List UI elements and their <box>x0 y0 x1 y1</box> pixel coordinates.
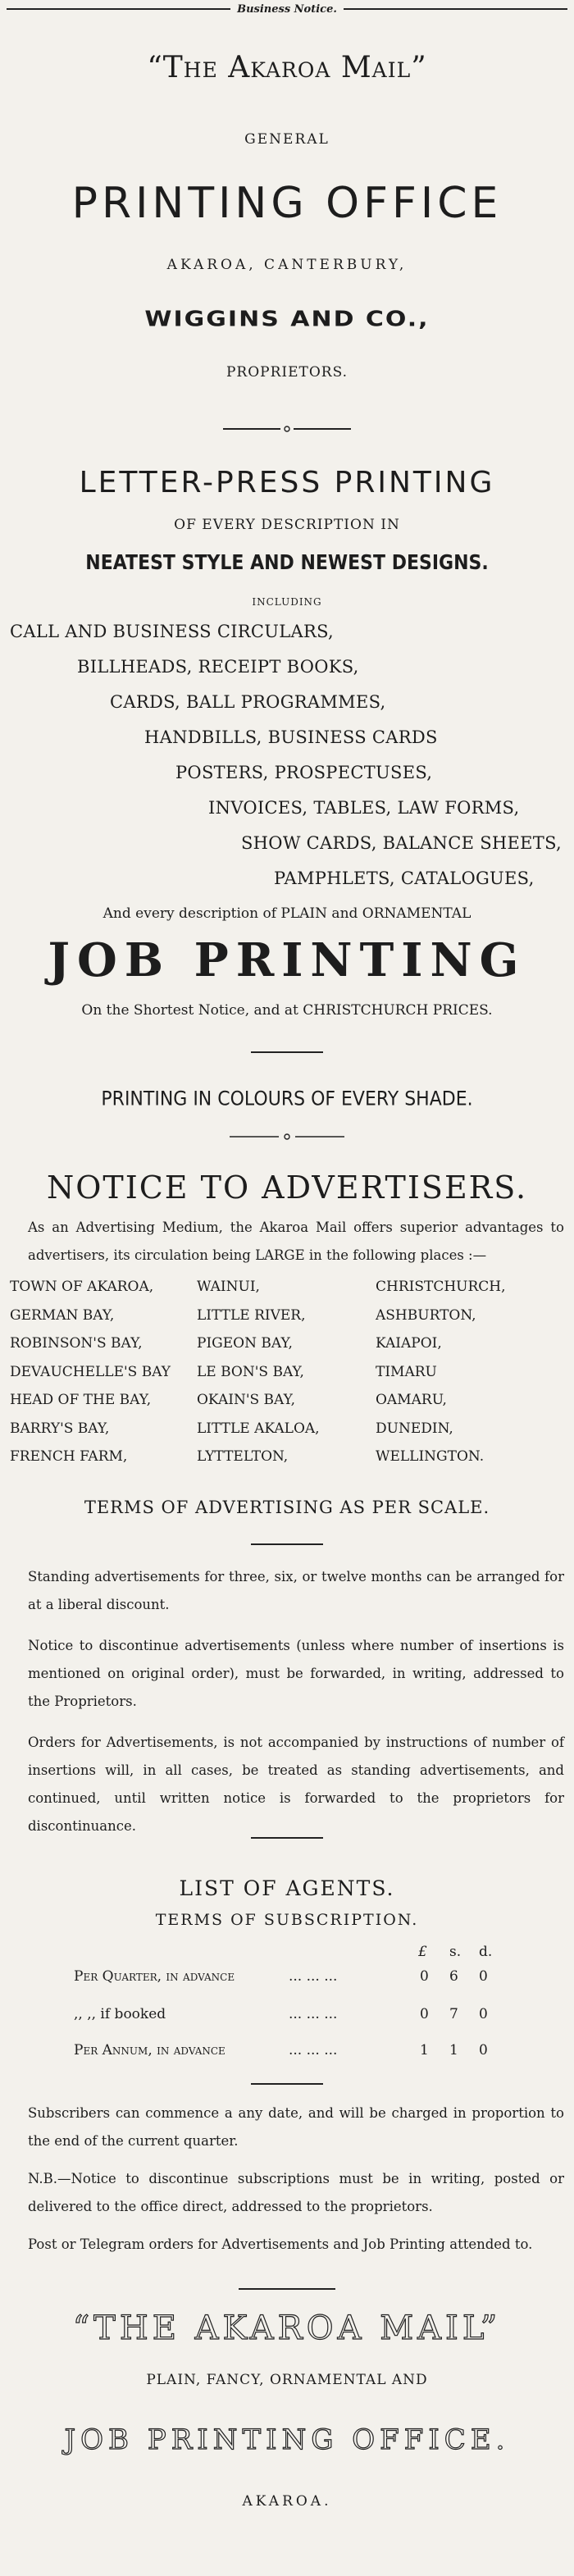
advertisers-para-3 <box>10 1729 564 1840</box>
post-telegram-para-text: Post or Telegram orders for Advertisements and Job Printing attended to. <box>28 2236 533 2252</box>
every-description: And every description of PLAIN and ORNAMENTAL <box>102 905 472 922</box>
place-name: BARRY'S BAY, <box>10 1420 110 1437</box>
page-header: Business Notice. <box>230 3 344 16</box>
advertisers-para-3-text: Orders for Advertisements, is not accompanied by instructions of number of insertions will, in all cases, be treated as standing advertisements, and continued, until written notice is forwarded to the proprietors for discontinuance. <box>28 1735 564 1834</box>
rate-pence: 0 <box>479 1968 488 1985</box>
short-rule-1 <box>251 1051 323 1053</box>
shillings-head: s. <box>449 1944 462 1960</box>
place-name: OKAIN'S BAY, <box>197 1392 296 1408</box>
shortest-notice: On the Shortest Notice, and at CHRISTCHURCH PRICES. <box>81 1002 493 1019</box>
list-item: POSTERS, PROSPECTUSES, <box>175 763 433 782</box>
place-name: OAMARU, <box>376 1392 447 1408</box>
agents-heading: LIST OF AGENTS. <box>179 1876 395 1900</box>
subscription-heading: TERMS OF SUBSCRIPTION. <box>155 1911 419 1929</box>
letterpress-including: INCLUDING <box>252 596 322 608</box>
masthead-office: PRINTING OFFICE <box>71 179 503 228</box>
masthead-firm: WIGGINS AND CO., <box>144 307 430 332</box>
place-name: FRENCH FARM, <box>10 1448 128 1465</box>
rate-dots: ... ... ... <box>289 2006 338 2022</box>
terms-of-advertising: TERMS OF ADVERTISING AS PER SCALE. <box>84 1498 490 1517</box>
list-item: SHOW CARDS, BALANCE SHEETS, <box>241 833 562 853</box>
advertisers-intro <box>10 1214 564 1270</box>
subscribers-para-text: Subscribers can commence a any date, and will be charged in proportion to the end of the current quarter. <box>28 2105 564 2149</box>
footer-job-office: JOB PRINTING OFFICE. <box>64 2423 510 2456</box>
short-rule-4 <box>251 2083 323 2085</box>
place-name: TIMARU <box>376 1363 437 1380</box>
rate-shillings: 6 <box>449 1968 458 1985</box>
place-name: CHRISTCHURCH, <box>376 1279 506 1295</box>
list-item: BILLHEADS, RECEIPT BOOKS, <box>77 657 359 677</box>
place-name: HEAD OF THE BAY, <box>10 1392 152 1408</box>
footer-place: AKAROA. <box>242 2493 332 2510</box>
footer-plain: PLAIN, FANCY, ORNAMENTAL AND <box>146 2372 428 2388</box>
rate-row-annum <box>74 2042 517 2060</box>
masthead-general: GENERAL <box>244 131 330 148</box>
advertisers-para-2-text: Notice to discontinue advertisements (unless where number of insertions is mentioned on original order), must be forwarded, in writing, addressed to the Proprietors. <box>28 1638 564 1709</box>
short-rule-2 <box>251 1543 323 1545</box>
ornament-divider-2 <box>221 1130 353 1143</box>
place-name: KAIAPOI, <box>376 1335 442 1352</box>
advertisers-para-1-text: Standing advertisements for three, six, or twelve months can be arranged for at a liberal discount. <box>28 1569 564 1612</box>
places-column-2 <box>197 1273 320 1471</box>
rate-pounds: 0 <box>420 1968 429 1985</box>
footer-title: “THE AKAROA MAIL” <box>72 2309 502 2347</box>
place-name: LE BON'S BAY, <box>197 1363 304 1380</box>
place-name: PIGEON BAY, <box>197 1335 293 1352</box>
rate-label: ,, ,, if booked <box>74 2006 166 2022</box>
advertisers-intro-text: As an Advertising Medium, the Akaroa Mail offers superior advantages to advertisers, its circulation being LARGE in the following places :— <box>28 1220 564 1263</box>
pounds-head: £ <box>418 1944 427 1960</box>
advertisers-para-2 <box>10 1632 564 1716</box>
short-rule-3 <box>251 1837 323 1839</box>
place-name: LITTLE AKALOA, <box>197 1420 320 1437</box>
job-printing-heading: JOB PRINTING <box>48 933 526 987</box>
place-name: LITTLE RIVER, <box>197 1306 306 1324</box>
nb-para <box>10 2165 564 2221</box>
masthead-title: “The Akaroa Mail” <box>147 51 427 84</box>
advertisers-heading: NOTICE TO ADVERTISERS. <box>46 1169 528 1206</box>
rate-row-quarter <box>74 1968 517 1986</box>
list-item: INVOICES, TABLES, LAW FORMS, <box>208 798 520 818</box>
rate-row-booked <box>74 2006 517 2024</box>
advertisers-para-1 <box>10 1563 564 1619</box>
places-column-3 <box>376 1273 506 1471</box>
list-item: HANDBILLS, BUSINESS CARDS <box>144 727 438 747</box>
subscribers-para <box>10 2100 564 2155</box>
place-name: DUNEDIN, <box>376 1420 453 1437</box>
rate-pounds: 1 <box>420 2042 429 2059</box>
place-name: TOWN OF AKAROA, <box>10 1279 154 1295</box>
place-name: WAINUI, <box>197 1279 260 1295</box>
place-name: GERMAN BAY, <box>10 1306 115 1324</box>
masthead-proprietors: PROPRIETORS. <box>226 364 348 381</box>
places-column-1 <box>10 1273 171 1471</box>
letterpress-heading: LETTER-PRESS PRINTING <box>79 466 495 499</box>
rate-pence: 0 <box>479 2006 488 2022</box>
rate-shillings: 1 <box>449 2042 458 2059</box>
post-telegram-para <box>10 2231 564 2259</box>
place-name: ROBINSON'S BAY, <box>10 1335 143 1352</box>
rate-label: Per Quarter, in advance <box>74 1968 235 1985</box>
list-item: CARDS, BALL PROGRAMMES, <box>110 692 386 712</box>
place-name: ASHBURTON, <box>376 1306 476 1324</box>
masthead-location: AKAROA, CANTERBURY, <box>166 257 408 273</box>
list-item: CALL AND BUSINESS CIRCULARS, <box>10 622 335 641</box>
rate-pounds: 0 <box>420 2006 429 2022</box>
header-wrap <box>0 0 574 16</box>
place-name: DEVAUCHELLE'S BAY <box>10 1363 171 1380</box>
letterpress-sub: OF EVERY DESCRIPTION IN <box>174 517 400 533</box>
place-name: LYTTELTON, <box>197 1448 289 1465</box>
short-rule-5 <box>239 2288 335 2290</box>
pence-head: d. <box>479 1944 493 1960</box>
rate-dots: ... ... ... <box>289 2042 338 2059</box>
rate-shillings: 7 <box>449 2006 458 2022</box>
colours-heading: PRINTING IN COLOURS OF EVERY SHADE. <box>101 1087 473 1111</box>
list-item: PAMPHLETS, CATALOGUES, <box>274 869 535 888</box>
rate-label: Per Annum, in advance <box>74 2042 226 2059</box>
rate-col-heads <box>74 1944 517 1960</box>
place-name: WELLINGTON. <box>376 1448 485 1465</box>
ornament-divider-1 <box>221 422 353 435</box>
rate-dots: ... ... ... <box>289 1968 338 1985</box>
nb-para-text: N.B.—Notice to discontinue subscriptions must be in writing, posted or delivered to the office direct, addressed to the proprietors. <box>28 2171 564 2214</box>
rate-pence: 0 <box>479 2042 488 2059</box>
letterpress-style: NEATEST STYLE AND NEWEST DESIGNS. <box>85 551 489 575</box>
